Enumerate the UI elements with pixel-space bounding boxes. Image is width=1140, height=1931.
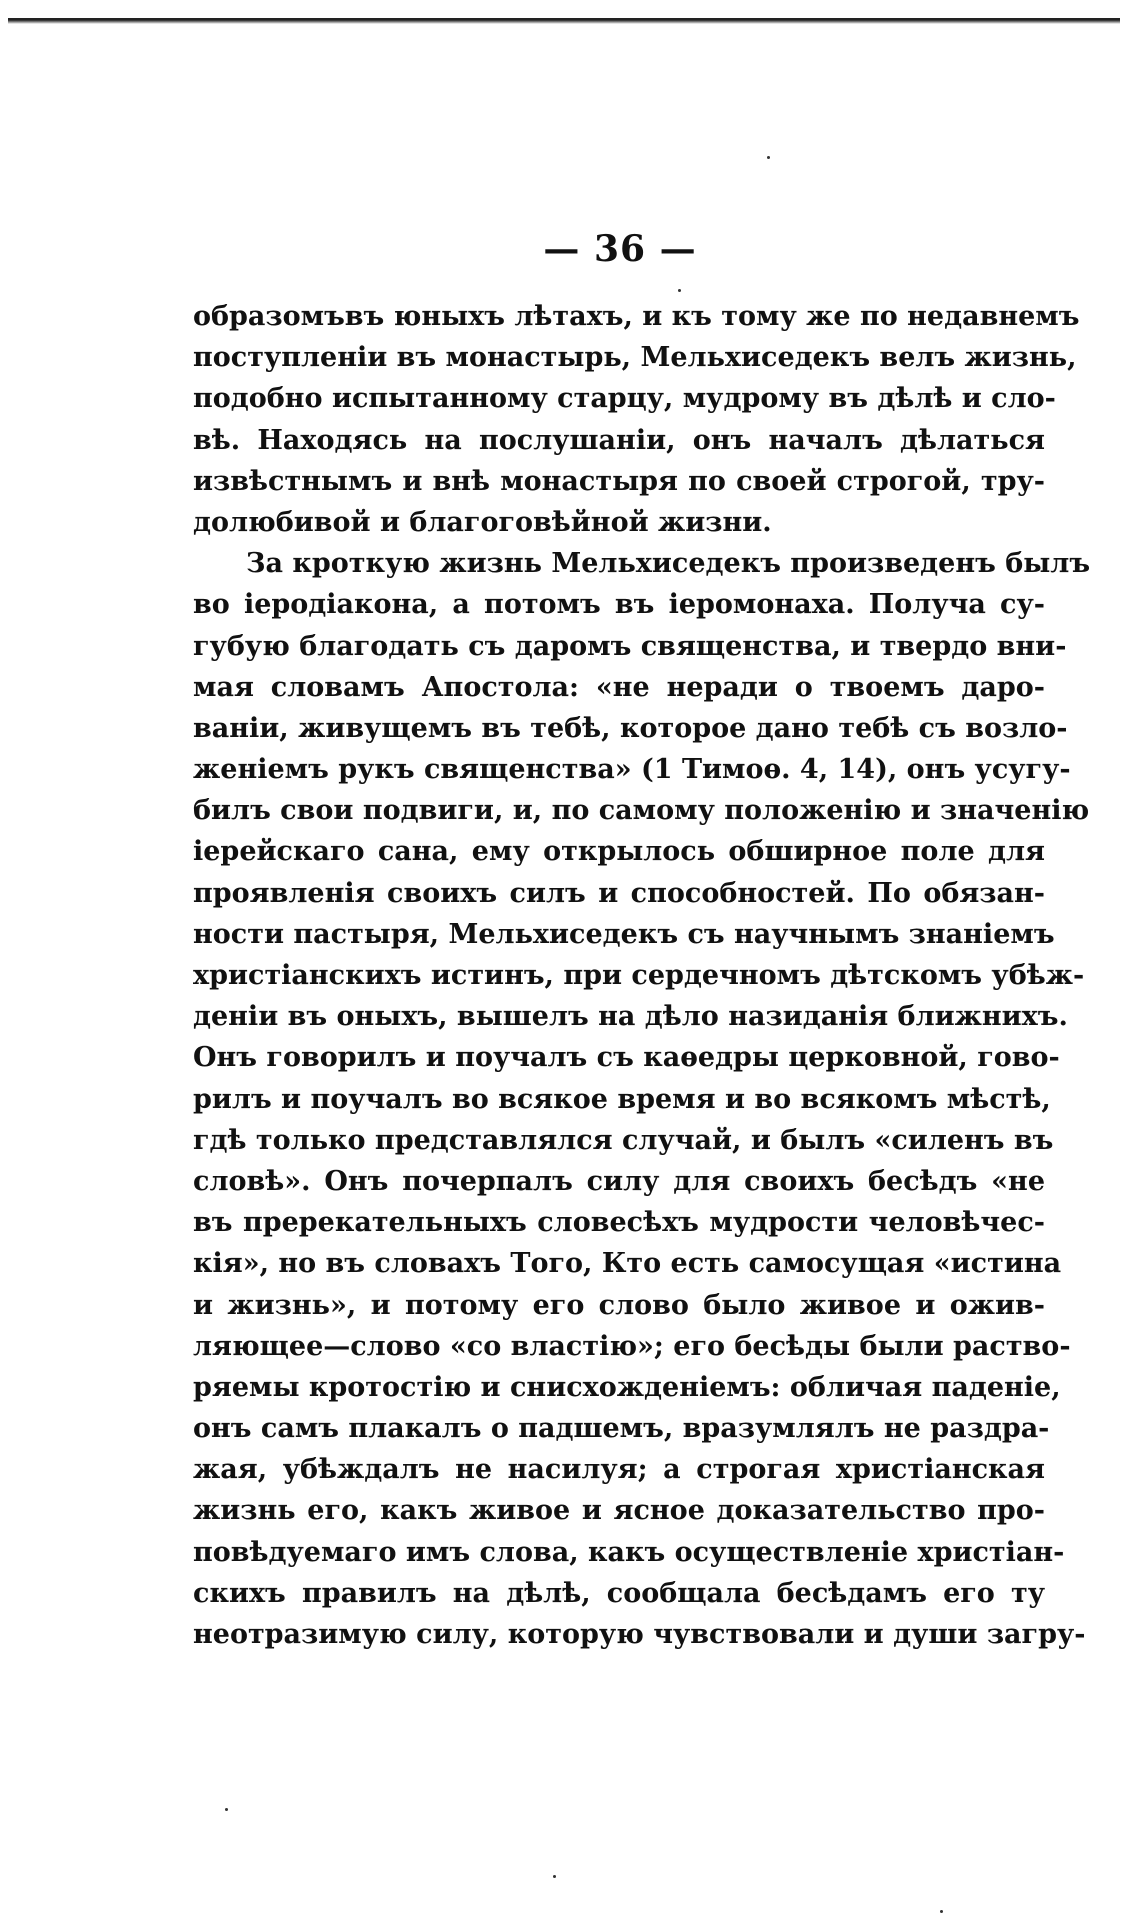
text-line: іерейскаго сана, ему открылось обширное поле для	[193, 836, 1045, 868]
text-line: жая, убѣждалъ не насилуя; а строгая христіанская	[193, 1454, 1045, 1486]
text-line: губую благодать съ даромъ священства, и твердо вни-	[193, 630, 1067, 662]
text-line: извѣстнымъ и внѣ монастыря по своей строгой, тру-	[193, 465, 1045, 497]
text-line: во іеродіакона, а потомъ въ іеромонаха. Получа су-	[193, 589, 1045, 621]
text-line: повѣдуемаго имъ слова, какъ осуществленіе христіан-	[193, 1536, 1065, 1568]
text-line: женіемъ рукъ священства» (1 Тимоѳ. 4, 14), онъ усугу-	[193, 754, 1071, 786]
text-line: и жизнь», и потому его слово было живое и ожив-	[193, 1289, 1045, 1321]
text-line: ности пастыря, Мельхиседекъ съ научнымъ знаніемъ	[193, 918, 1055, 950]
text-line: онъ самъ плакалъ о падшемъ, вразумлялъ не раздра-	[193, 1413, 1050, 1445]
text-line: въ пререкательныхъ словесѣхъ мудрости человѣчес-	[193, 1207, 1045, 1239]
text-line: кія», но въ словахъ Того, Кто есть самосущая «истина	[193, 1248, 1062, 1280]
text-line: Онъ говорилъ и поучалъ съ каѳедры церковной, гово-	[193, 1042, 1060, 1074]
text-line: подобно испытанному старцу, мудрому въ дѣлѣ и сло-	[193, 383, 1056, 415]
text-line: словѣ». Онъ почерпалъ силу для своихъ бесѣдъ «не	[193, 1165, 1045, 1197]
text-line: рилъ и поучалъ во всякое время и во всякомъ мѣстѣ,	[193, 1083, 1051, 1115]
text-line: ваніи, живущемъ въ тебѣ, которое дано тебѣ съ возло-	[193, 712, 1068, 744]
paragraph-1	[193, 296, 1080, 543]
scan-speck	[767, 156, 770, 159]
text-line: неотразимую силу, которую чувствовали и души загру-	[193, 1619, 1086, 1650]
text-line: долюбивой и благоговѣйной жизни.	[193, 506, 772, 538]
text-line: гдѣ только представлялся случай, и былъ «силенъ въ	[193, 1124, 1054, 1156]
text-line: ляющее—слово «со властію»; его бесѣды были раство-	[193, 1330, 1071, 1362]
body-text	[193, 296, 1091, 1655]
page-number: — 36 —	[543, 228, 697, 270]
text-line: мая словамъ Апостола: «не неради о твоемъ даро-	[193, 671, 1045, 703]
text-line: скихъ правилъ на дѣлѣ, сообщала бесѣдамъ его ту	[193, 1577, 1045, 1609]
scan-speck	[940, 1910, 943, 1913]
text-line: билъ свои подвиги, и, по самому положенію и значенію	[193, 795, 1090, 827]
text-line: христіанскихъ истинъ, при сердечномъ дѣтскомъ убѣж-	[193, 960, 1085, 991]
text-line: проявленія своихъ силъ и способностей. По обязан-	[193, 877, 1045, 909]
text-line: поступленіи въ монастырь, Мельхиседекъ велъ жизнь,	[193, 342, 1077, 374]
top-border-rule	[8, 18, 1120, 24]
text-line: вѣ. Находясь на послушаніи, онъ началъ дѣлаться	[193, 424, 1045, 456]
scan-speck	[225, 1808, 228, 1811]
text-line: деніи въ оныхъ, вышелъ на дѣло назиданія ближнихъ.	[193, 1001, 1068, 1033]
scan-speck	[553, 1875, 556, 1878]
scan-speck	[678, 289, 681, 292]
text-line: За кроткую жизнь Мельхиседекъ произведенъ былъ	[246, 548, 1091, 580]
text-line: жизнь его, какъ живое и ясное доказательство про-	[193, 1495, 1045, 1527]
paragraph-2	[193, 543, 1091, 1655]
text-line: ряемы кротостію и снисхожденіемъ: обличая паденіе,	[193, 1371, 1061, 1403]
text-line: образомъвъ юныхъ лѣтахъ, и къ тому же по недавнемъ	[193, 301, 1080, 332]
